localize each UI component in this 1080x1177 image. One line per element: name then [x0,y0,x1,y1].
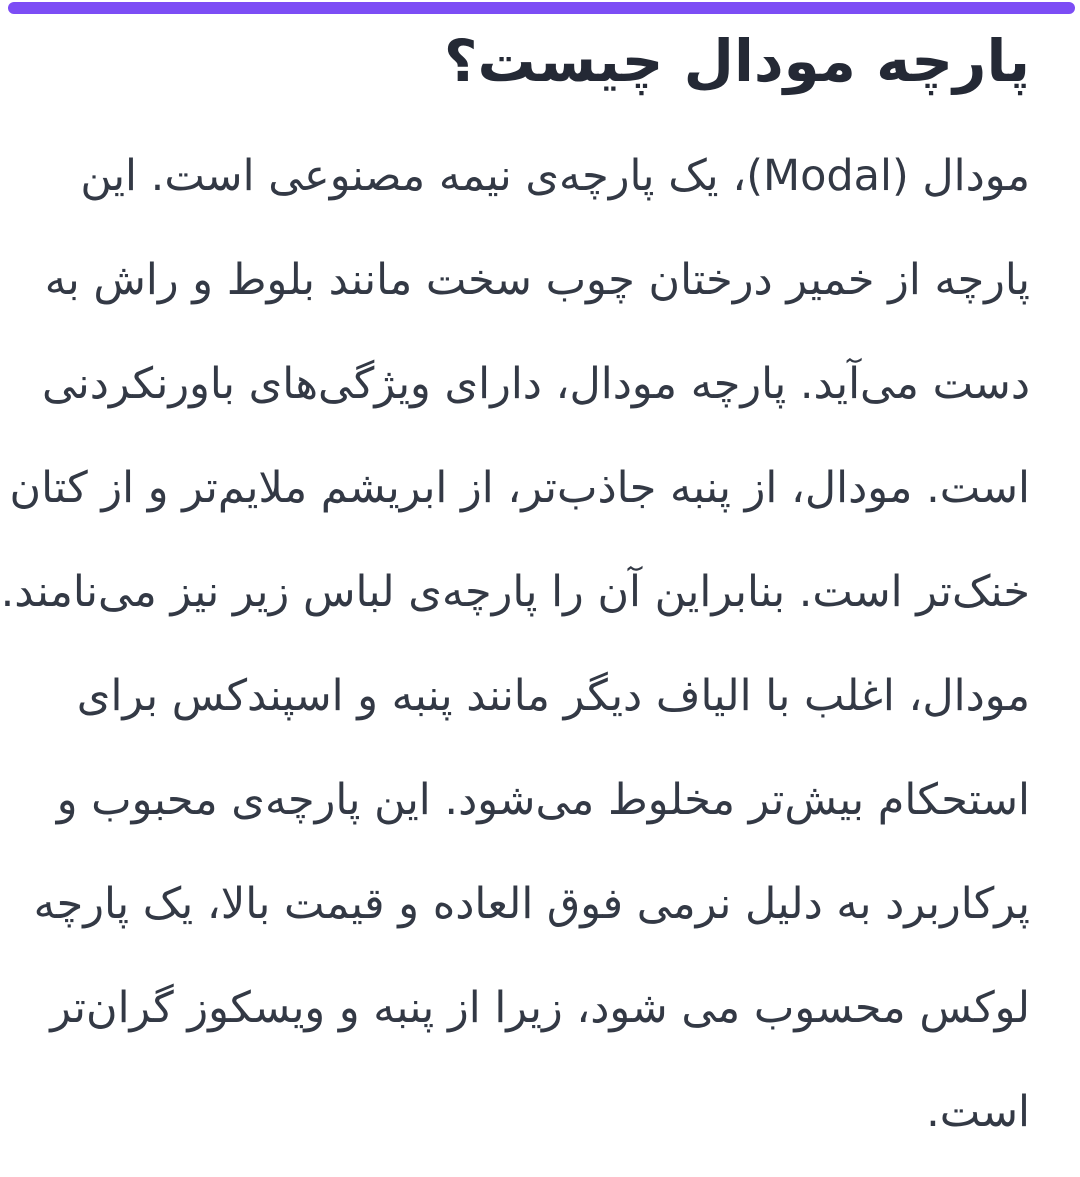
paragraph-line: لوکس محسوب می شود، زیرا از پنبه و ویسکوز گران‌تر [50,983,1030,1033]
page-title: پارچه مودال چیست؟ [443,27,1030,95]
accent-bar [8,2,1075,14]
paragraph-line: دست می‌آید. پارچه مودال، دارای ویژگی‌های باورنکردنی [41,359,1030,409]
article-paragraph [0,124,1030,1164]
article-content [0,22,1080,1164]
paragraph-line: است. مودال، از پنبه جاذب‌تر، از ابریشم ملایم‌تر و از کتان [9,463,1030,513]
paragraph-line: پارچه از خمیر درختان چوب سخت مانند بلوط و راش به [44,255,1030,305]
paragraph-line: خنک‌تر است. بنابراین آن را پارچه‌ی لباس زیر نیز می‌نامند. [0,567,1030,617]
paragraph-line: مودال (Modal)، یک پارچه‌ی نیمه مصنوعی است. این [80,151,1030,201]
paragraph-line: مودال، اغلب با الیاف دیگر مانند پنبه و اسپندکس برای [76,671,1030,721]
paragraph-line: پرکاربرد به دلیل نرمی فوق العاده و قیمت بالا، یک پارچه [33,879,1030,929]
paragraph-line: است. [926,1087,1030,1137]
paragraph-line: استحکام بیش‌تر مخلوط می‌شود. این پارچه‌ی محبوب و [56,775,1030,825]
